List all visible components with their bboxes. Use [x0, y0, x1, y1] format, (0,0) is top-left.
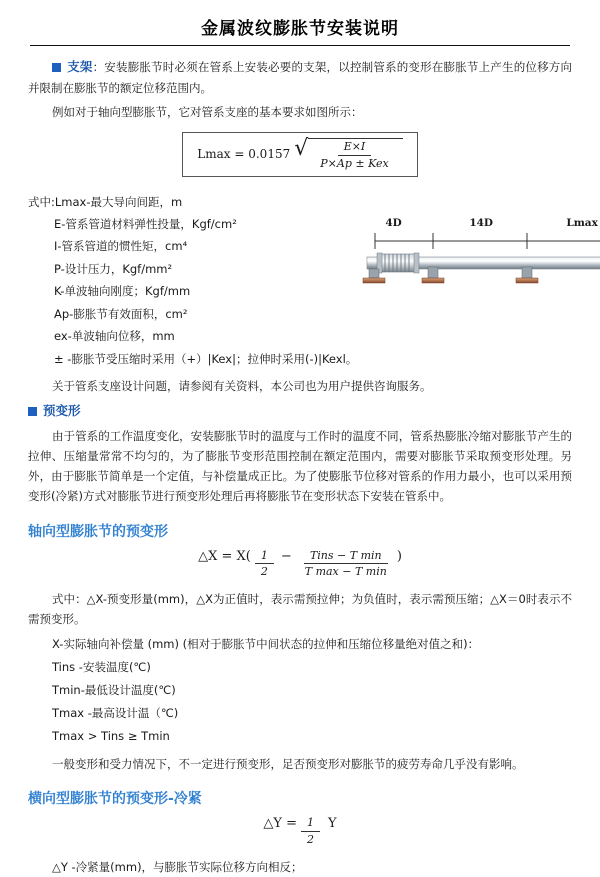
page-title: 金属波纹膨胀节安装说明: [201, 19, 399, 39]
equation-delta-y-rhs: Y: [328, 816, 337, 832]
equation-delta-x: [28, 549, 572, 580]
section1-paragraph-1: 支架：安装膨胀节时必须在管系上安装必要的支架，以控制管系的变形在膨胀节上产生的位移方向并限制在膨胀节的额定位移范围内。: [28, 59, 572, 95]
list-item: Tmax -最高设计温（℃): [52, 706, 179, 721]
list-item: Tins -安装温度(℃): [52, 660, 151, 675]
equation-delta-y-lhs: △Y =: [263, 816, 297, 832]
pipe-support-diagram: [357, 185, 600, 312]
list-item: Tmin-最低设计温度(℃): [52, 683, 176, 698]
half-numerator: 1: [301, 816, 320, 832]
bellows-element: [377, 253, 419, 273]
equation-minus-sign: −: [280, 548, 292, 564]
pipe-schematic-svg: [361, 233, 600, 295]
document-page: [0, 14, 600, 874]
section1-paragraph-2: 例如对于轴向型膨胀节，它对管系支座的基本要求如图所示：: [52, 105, 363, 119]
sqrt-icon: √ $\frac{E\times I}{\text{P×Ap ± Kex}}$: [294, 138, 402, 171]
defs-and-drawing: [28, 185, 598, 376]
subsection-lateral-note-1: △Y -冷紧量(mm)，与膨胀节实际位移方向相反；: [52, 859, 303, 874]
section1-paragraph-3: 关于管系支座设计问题，请参阅有关资料，本公司也为用户提供咨询服务。: [52, 379, 432, 393]
section2-paragraph-1: 由于管系的工作温度变化，安装膨胀节时的温度与工作时的温度不同，管系热膨胀冷缩对膨胀节产生的拉伸、压缩量常常不均匀的，为了膨胀节变形范围控制在额定范围内，需要对膨胀节采取预变形处理。另外，由于膨胀节简单是一个定值，与补偿量成正比。为了使膨胀节位移对管系的作用力最小，也可以采用预变形(冷紧)方式对膨胀节进行预变形处理后再将膨胀节在变形状态下安装在管系中。: [28, 429, 572, 504]
definition-item: K-单波轴向刚度；Kgf/mm: [54, 284, 191, 299]
ratio-numerator: Tins − T min: [304, 549, 388, 565]
half-denominator: 2: [307, 833, 314, 847]
formula-lmax-fraction: [314, 140, 394, 171]
equation-delta-x-ratio: [299, 549, 393, 580]
equation-delta-x-lhs: △X = X(: [198, 548, 251, 564]
definition-item: ± -膨胀节受压缩时采用（+）|Kex|；拉伸时采用(-)|Kexl。: [54, 351, 358, 366]
subsection-lateral-heading: 横向型膨胀节的预变形-冷紧: [28, 791, 202, 808]
equation-delta-x-rhs: ): [396, 548, 402, 564]
subsection-axial-list: [52, 633, 572, 748]
equation-delta-y-half: [301, 816, 320, 847]
definition-item: ex-单波轴向位移，mm: [54, 329, 175, 344]
blue-square-bullet-icon: [52, 63, 61, 72]
document-body: [0, 56, 600, 877]
half-numerator: 1: [255, 549, 274, 565]
half-denominator: 2: [260, 565, 268, 579]
formula-lmax: [182, 132, 417, 177]
support-guide: [422, 267, 444, 283]
section1-heading: 支架: [67, 59, 93, 74]
formula-lmax-lhs: Lmax = 0.0157: [197, 147, 291, 162]
formula-lmax-denominator: P×Ap ± Kex: [320, 156, 389, 170]
subsection-axial-note-2: 一般变形和受力情况下，不一定进行预变形，足否预变形对膨胀节的疲劳寿命几乎没有影响。: [52, 757, 524, 772]
dimension-label-4d: 4D: [385, 216, 402, 229]
definition-item: Ap-膨胀节有效面积，cm²: [54, 306, 188, 321]
definition-item: 式中:Lmax-最大导向间距，m: [28, 194, 183, 209]
title-divider: [30, 45, 570, 46]
definition-item: P-设计压力，Kgf/mm²: [54, 261, 173, 276]
equation-delta-x-half: [255, 549, 274, 580]
definition-list: [28, 185, 357, 376]
subsection-axial-note-1: 式中：△X-预变形量(mm)，△X为正值时，表示需预拉伸；为负值时，表示需预压缩；△X＝0时表示不需预变形。: [28, 592, 572, 627]
formula-lmax-wrap: [28, 132, 572, 177]
definition-item: I-管系管道的惯性矩，cm⁴: [54, 239, 188, 254]
section1-paragraph-1-text: 安装膨胀节时必须在管系上安装必要的支架，以控制管系的变形在膨胀节上产生的位移方向并限制在膨胀节的额定位移范围内。: [28, 60, 572, 95]
dimension-label-lmax: Lmax: [566, 216, 598, 229]
subsection-axial-heading: 轴向型膨胀节的预变形: [28, 523, 168, 540]
list-item: Tmax > Tins ≥ Tmin: [52, 729, 170, 744]
section2-heading-row: [28, 400, 572, 422]
list-item: X-实际轴向补偿量 (mm) (相对于膨胀节中间状态的拉伸和压缩位移量绝对值之和)：: [52, 637, 480, 652]
dimension-label-14d: 14D: [469, 216, 494, 229]
formula-lmax-numerator: E×I: [338, 140, 372, 156]
section2-heading: 预变形: [43, 403, 81, 419]
definition-item: E-管系管道材料弹性投量，Kgf/cm²: [54, 217, 237, 232]
blue-square-bullet-icon: [28, 407, 37, 416]
support-guide: [516, 267, 538, 283]
equation-delta-y: [28, 816, 572, 847]
ratio-denominator: T max − T min: [304, 565, 387, 579]
